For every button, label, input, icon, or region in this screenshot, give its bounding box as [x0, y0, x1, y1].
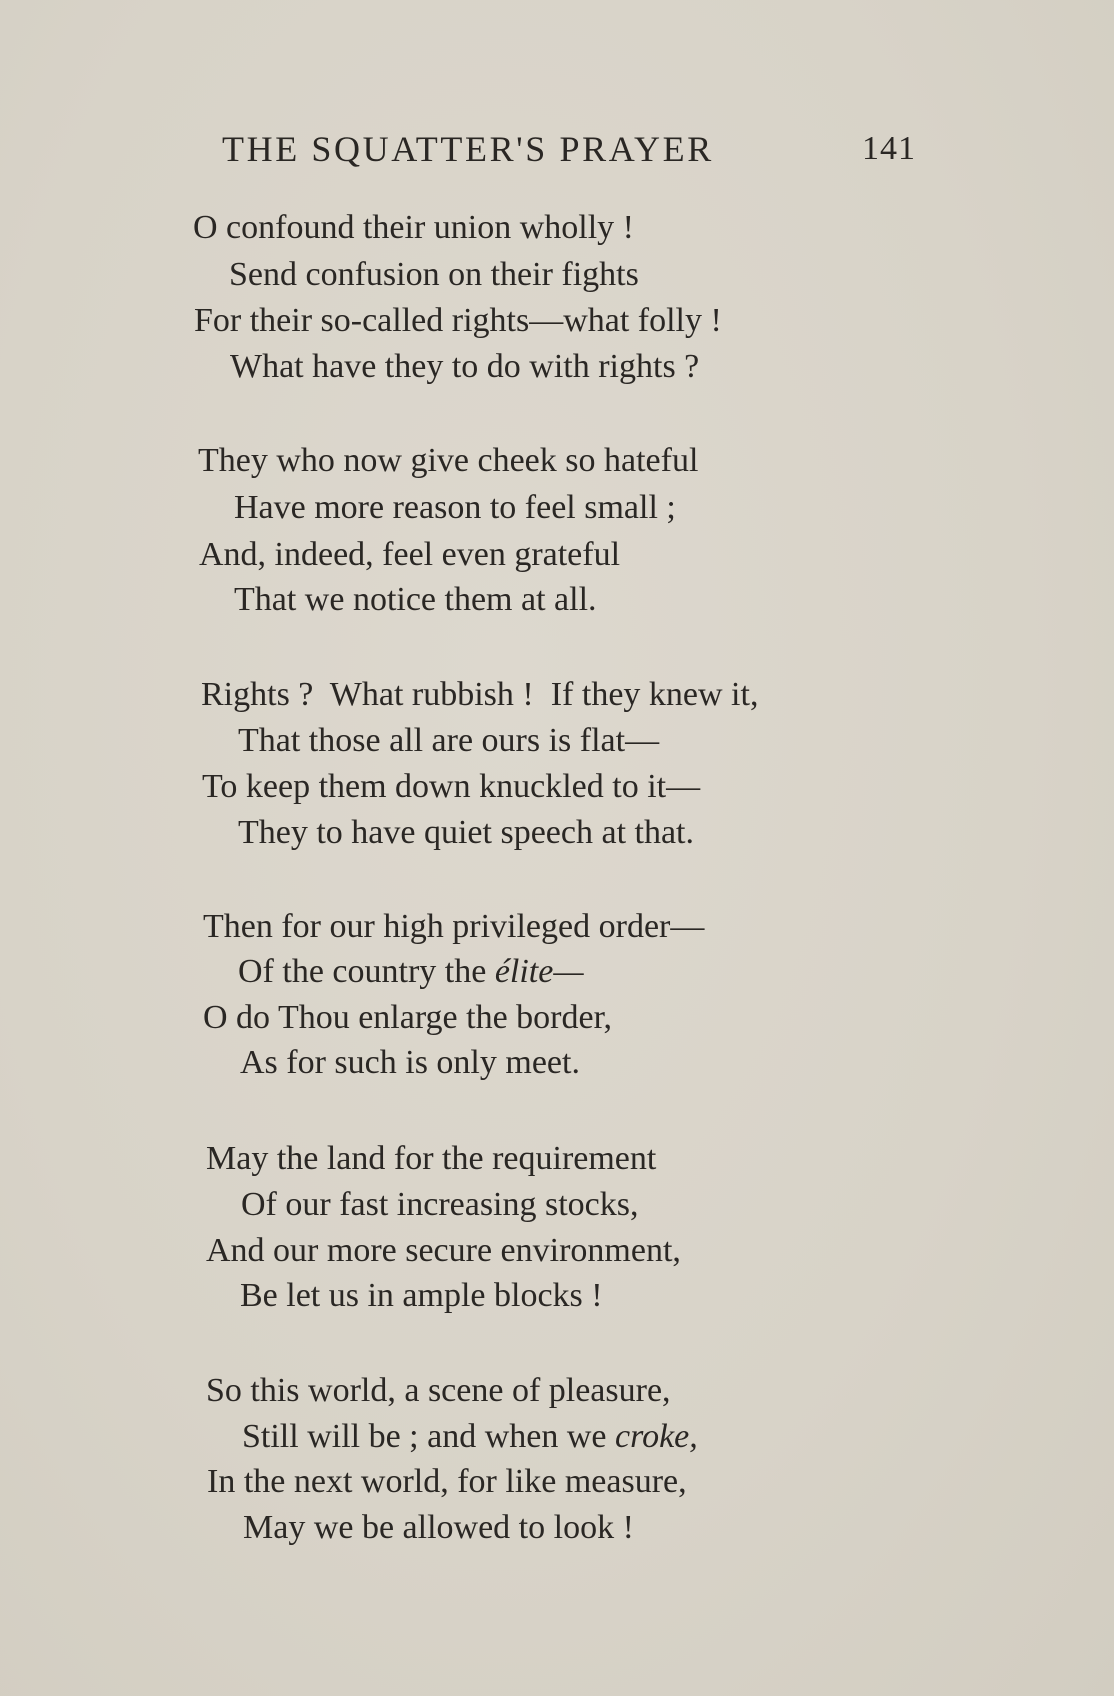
poem-line: That we notice them at all.	[234, 581, 597, 618]
italic-word: élite—	[494, 953, 584, 990]
running-head	[222, 128, 922, 178]
poem-line-text: Of the country the	[238, 953, 495, 990]
poem-line: And our more secure environment,	[206, 1232, 681, 1269]
poem-line: Then for our high privileged order—	[203, 908, 705, 945]
poem-line: So this world, a scene of pleasure,	[206, 1372, 671, 1409]
poem-line-with-italic	[238, 952, 584, 992]
poem-line-text: Still will be ; and when we	[242, 1418, 616, 1455]
poem-line: Of our fast increasing stocks,	[241, 1186, 639, 1223]
italic-word: croke,	[615, 1418, 698, 1455]
poem-line: In the next world, for like measure,	[207, 1463, 687, 1500]
poem-line: That those all are ours is flat—	[238, 722, 660, 759]
poem-line: As for such is only meet.	[240, 1044, 580, 1081]
poem-line: O confound their union wholly !	[193, 209, 634, 246]
page-number: 141	[862, 130, 916, 167]
poem-line: Rights ? What rubbish ! If they knew it,	[201, 676, 759, 713]
poem-line-with-italic	[242, 1417, 698, 1457]
poem-line: May the land for the requirement	[206, 1140, 657, 1177]
poem-line: To keep them down knuckled to it—	[202, 768, 701, 805]
poem-line: Send confusion on their fights	[229, 256, 639, 293]
poem-line: For their so-called rights—what folly !	[194, 302, 722, 339]
poem-line: They to have quiet speech at that.	[238, 814, 694, 851]
poem-line: O do Thou enlarge the border,	[203, 999, 613, 1036]
poem-line: And, indeed, feel even grateful	[199, 536, 621, 573]
page-title: THE SQUATTER'S PRAYER	[222, 129, 714, 169]
poem-line: What have they to do with rights ?	[230, 348, 700, 385]
poem-line: Have more reason to feel small ;	[234, 489, 676, 526]
poem-line: They who now give cheek so hateful	[198, 442, 699, 479]
poem-line: May we be allowed to look !	[243, 1509, 634, 1546]
poem-line: Be let us in ample blocks !	[240, 1277, 603, 1314]
